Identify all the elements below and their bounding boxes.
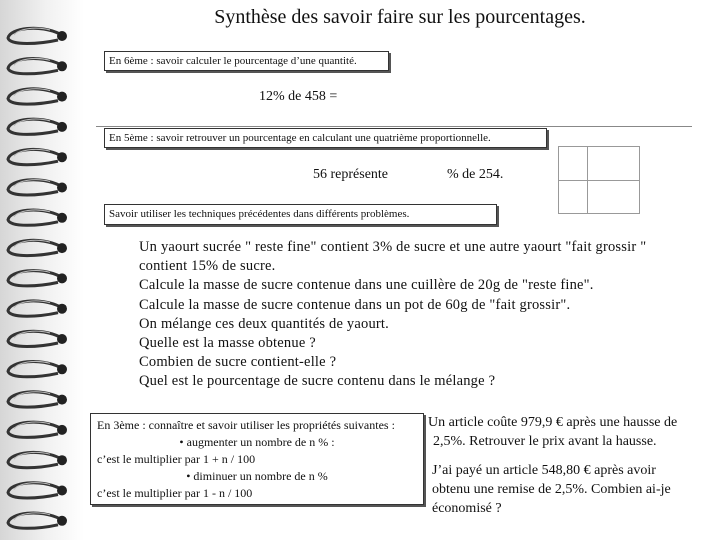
cinquieme-example-right: % de 254.	[447, 167, 504, 182]
exercise-discount	[432, 461, 671, 518]
exercise-increase-line: 2,5%. Retrouver le prix avant la hausse.	[433, 434, 657, 449]
spiral-hole	[57, 395, 67, 405]
problem-statement	[139, 238, 699, 392]
spiral-ring	[8, 89, 60, 104]
troisieme-rule-increase: c’est le multiplier par 1 + n / 100	[97, 452, 256, 466]
cinquieme-skill-box	[104, 128, 547, 148]
sixieme-skill-label: En 6ème : savoir calculer le pourcentage d’une quantité.	[109, 55, 357, 67]
spiral-hole	[57, 31, 67, 41]
spiral-ring	[8, 119, 60, 134]
spiral-ring	[8, 271, 60, 286]
exercise-increase-line: Un article coûte 979,9 € après une hausse de	[428, 415, 678, 430]
spiral-ring	[8, 210, 60, 225]
problems-skill-box	[104, 204, 497, 225]
exercise-discount-line: obtenu une remise de 2,5%. Combien ai-je	[432, 482, 671, 497]
spiral-hole	[57, 122, 67, 132]
troisieme-skill-label: En 3ème : connaître et savoir utiliser les propriétés suivantes :	[97, 418, 395, 432]
exercise-discount-line: économisé ?	[432, 501, 502, 516]
proportion-table-col-line	[587, 147, 588, 213]
spiral-hole	[57, 425, 67, 435]
proportion-table-row-line	[559, 180, 639, 181]
problem-line: Calcule la masse de sucre contenue dans un pot de 60g de "fait grossir".	[139, 296, 571, 313]
troisieme-skill-box	[90, 413, 424, 505]
notebook-spine	[0, 0, 84, 540]
exercise-discount-line: J’ai payé un article 548,80 € après avoir	[432, 463, 656, 478]
problem-line: contient 15% de sucre.	[139, 258, 276, 275]
problem-line: Un yaourt sucrée " reste fine" contient 3% de sucre et une autre yaourt "fait grossir "	[139, 239, 647, 255]
sixieme-example: 12% de 458 =	[259, 89, 338, 104]
problem-line: Calcule la masse de sucre contenue dans une cuillère de 20g de "reste fine".	[139, 277, 594, 294]
spiral-ring	[8, 513, 60, 528]
spiral-hole	[57, 486, 67, 496]
spiral-ring	[8, 331, 60, 346]
spiral-hole	[57, 243, 67, 253]
section-divider	[96, 126, 692, 127]
spiral-ring	[8, 483, 60, 498]
problem-line: On mélange ces deux quantités de yaourt.	[139, 315, 389, 332]
problem-line: Combien de sucre contient-elle ?	[139, 354, 337, 371]
proportion-table	[558, 146, 640, 214]
spiral-ring	[8, 422, 60, 437]
spiral-ring	[8, 301, 60, 316]
spiral-hole	[57, 92, 67, 102]
spiral-hole	[57, 304, 67, 314]
sixieme-skill-box	[104, 51, 389, 71]
exercise-increase	[428, 413, 677, 451]
spiral-ring	[8, 180, 60, 195]
spiral-hole	[57, 213, 67, 223]
spiral-hole	[57, 334, 67, 344]
troisieme-bullet-decrease: • diminuer un nombre de n %	[186, 469, 328, 483]
spiral-ring	[8, 362, 60, 377]
problem-line: Quelle est la masse obtenue ?	[139, 335, 316, 352]
page-title: Synthèse des savoir faire sur les pourcentages.	[214, 6, 586, 28]
spiral-ring	[8, 392, 60, 407]
spiral-binding	[0, 0, 84, 540]
spiral-ring	[8, 240, 60, 255]
problems-skill-label: Savoir utiliser les techniques précédentes dans différents problèmes.	[109, 208, 410, 220]
spiral-hole	[57, 61, 67, 71]
spiral-hole	[57, 183, 67, 193]
cinquieme-skill-label: En 5ème : savoir retrouver un pourcentage en calculant une quatrième proportionnelle.	[109, 132, 491, 144]
spiral-ring	[8, 28, 60, 43]
spiral-hole	[57, 455, 67, 465]
problem-line: Quel est le pourcentage de sucre contenu dans le mélange ?	[139, 373, 496, 390]
spiral-ring	[8, 452, 60, 467]
troisieme-rule-decrease: c’est le multiplier par 1 - n / 100	[97, 486, 253, 500]
spiral-hole	[57, 516, 67, 526]
spiral-ring	[8, 59, 60, 74]
cinquieme-example-left: 56 représente	[313, 167, 389, 182]
spiral-ring	[8, 149, 60, 164]
spiral-hole	[57, 152, 67, 162]
spiral-hole	[57, 364, 67, 374]
troisieme-bullet-increase: • augmenter un nombre de n % :	[179, 435, 335, 449]
spiral-hole	[57, 273, 67, 283]
